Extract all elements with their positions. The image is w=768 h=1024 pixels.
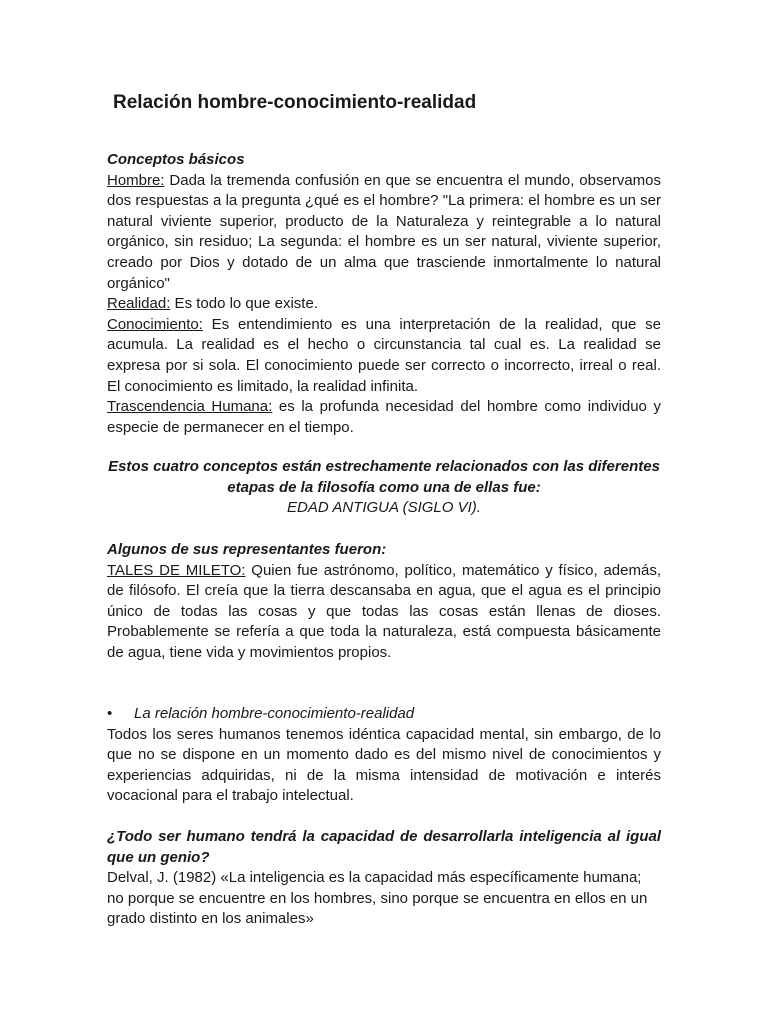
concepts-heading: Conceptos básicos — [107, 151, 245, 168]
bullet-title: La relación hombre-conocimiento-realidad — [134, 705, 415, 722]
era-heading: Estos cuatro conceptos están estrechamente relacionados con las diferentes etapas de la filosofía como una de ellas fue: — [108, 458, 660, 496]
question-heading: ¿Todo ser humano tendrá la capacidad de desarrollarla inteligencia al igual que un genio? — [107, 828, 661, 866]
definition-term: Hombre: — [107, 171, 165, 189]
definition-conocimiento — [107, 315, 661, 397]
representatives-section — [107, 540, 661, 664]
definition-text: Dada la tremenda confusión en que se encuentra el mundo, observamos dos respuestas a la pregunta ¿qué es el hombre? "La primera: el hombre es un ser natural viviente superior, producto de la Naturaleza y reintegrable a lo natural orgánico, sin residuo; La segunda: el hombre es un ser natural, viviente superior, creado por Dios y dotado de un alma que trasciende inmortalmente lo natural orgánico" — [107, 171, 661, 292]
representative-name: TALES DE MILETO: — [107, 561, 246, 579]
page-title: Relación hombre-conocimiento-realidad — [113, 92, 477, 113]
bullet-icon: • — [107, 705, 113, 722]
representative-tales — [107, 561, 661, 664]
relation-paragraph: Todos los seres humanos tenemos idéntica capacidad mental, sin embargo, de lo que no se dispone en un momento dado es del mismo nivel de conocimientos y experiencias adquiridas, ni de la misma intensidad de motivación e interés vocacional para el trabajo intelectual. — [107, 725, 661, 805]
definition-text: Es todo lo que existe. — [170, 295, 318, 313]
bullet-item — [107, 704, 661, 725]
definition-term: Realidad: — [107, 295, 171, 313]
definition-term: Trascendencia Humana: — [107, 398, 273, 416]
definition-trascendencia — [107, 397, 661, 438]
definition-text: es la profunda necesidad del hombre como individuo y especie de permanecer en el tiempo. — [107, 398, 661, 436]
definition-realidad — [107, 294, 661, 315]
definition-text: Es entendimiento es una interpretación de la realidad, que se acumula. La realidad es el hecho o circunstancia tal cual es. La realidad se expresa por si sola. El conocimiento puede ser correcto o incorrecto, irreal o real. El conocimiento es limitado, la realidad infinita. — [107, 315, 661, 395]
era-section — [107, 457, 661, 519]
representatives-heading: Algunos de sus representantes fueron: — [107, 541, 387, 558]
delval-quote: Delval, J. (1982) «La inteligencia es la capacidad más específicamente humana; no porque se encuentre en los hombres, sino porque se encuentra en ellos en un grado distinto en los animales» — [107, 869, 648, 928]
question-section — [107, 827, 661, 930]
definition-hombre — [107, 171, 661, 295]
definition-term: Conocimiento: — [107, 315, 203, 333]
relation-section — [107, 704, 661, 807]
concepts-section — [107, 150, 661, 438]
era-label: EDAD ANTIGUA (SIGLO VI). — [287, 499, 481, 517]
representative-text: Quien fue astrónomo, político, matemático y físico, además, de filósofo. El creía que la tierra descansaba en agua, que el agua es el principio único de todas las cosas y que todas las cosas están llenas de dioses. Probablemente se refería a que toda la naturaleza, está compuesta básicamente de agua, tiene vida y movimientos propios. — [107, 561, 661, 661]
